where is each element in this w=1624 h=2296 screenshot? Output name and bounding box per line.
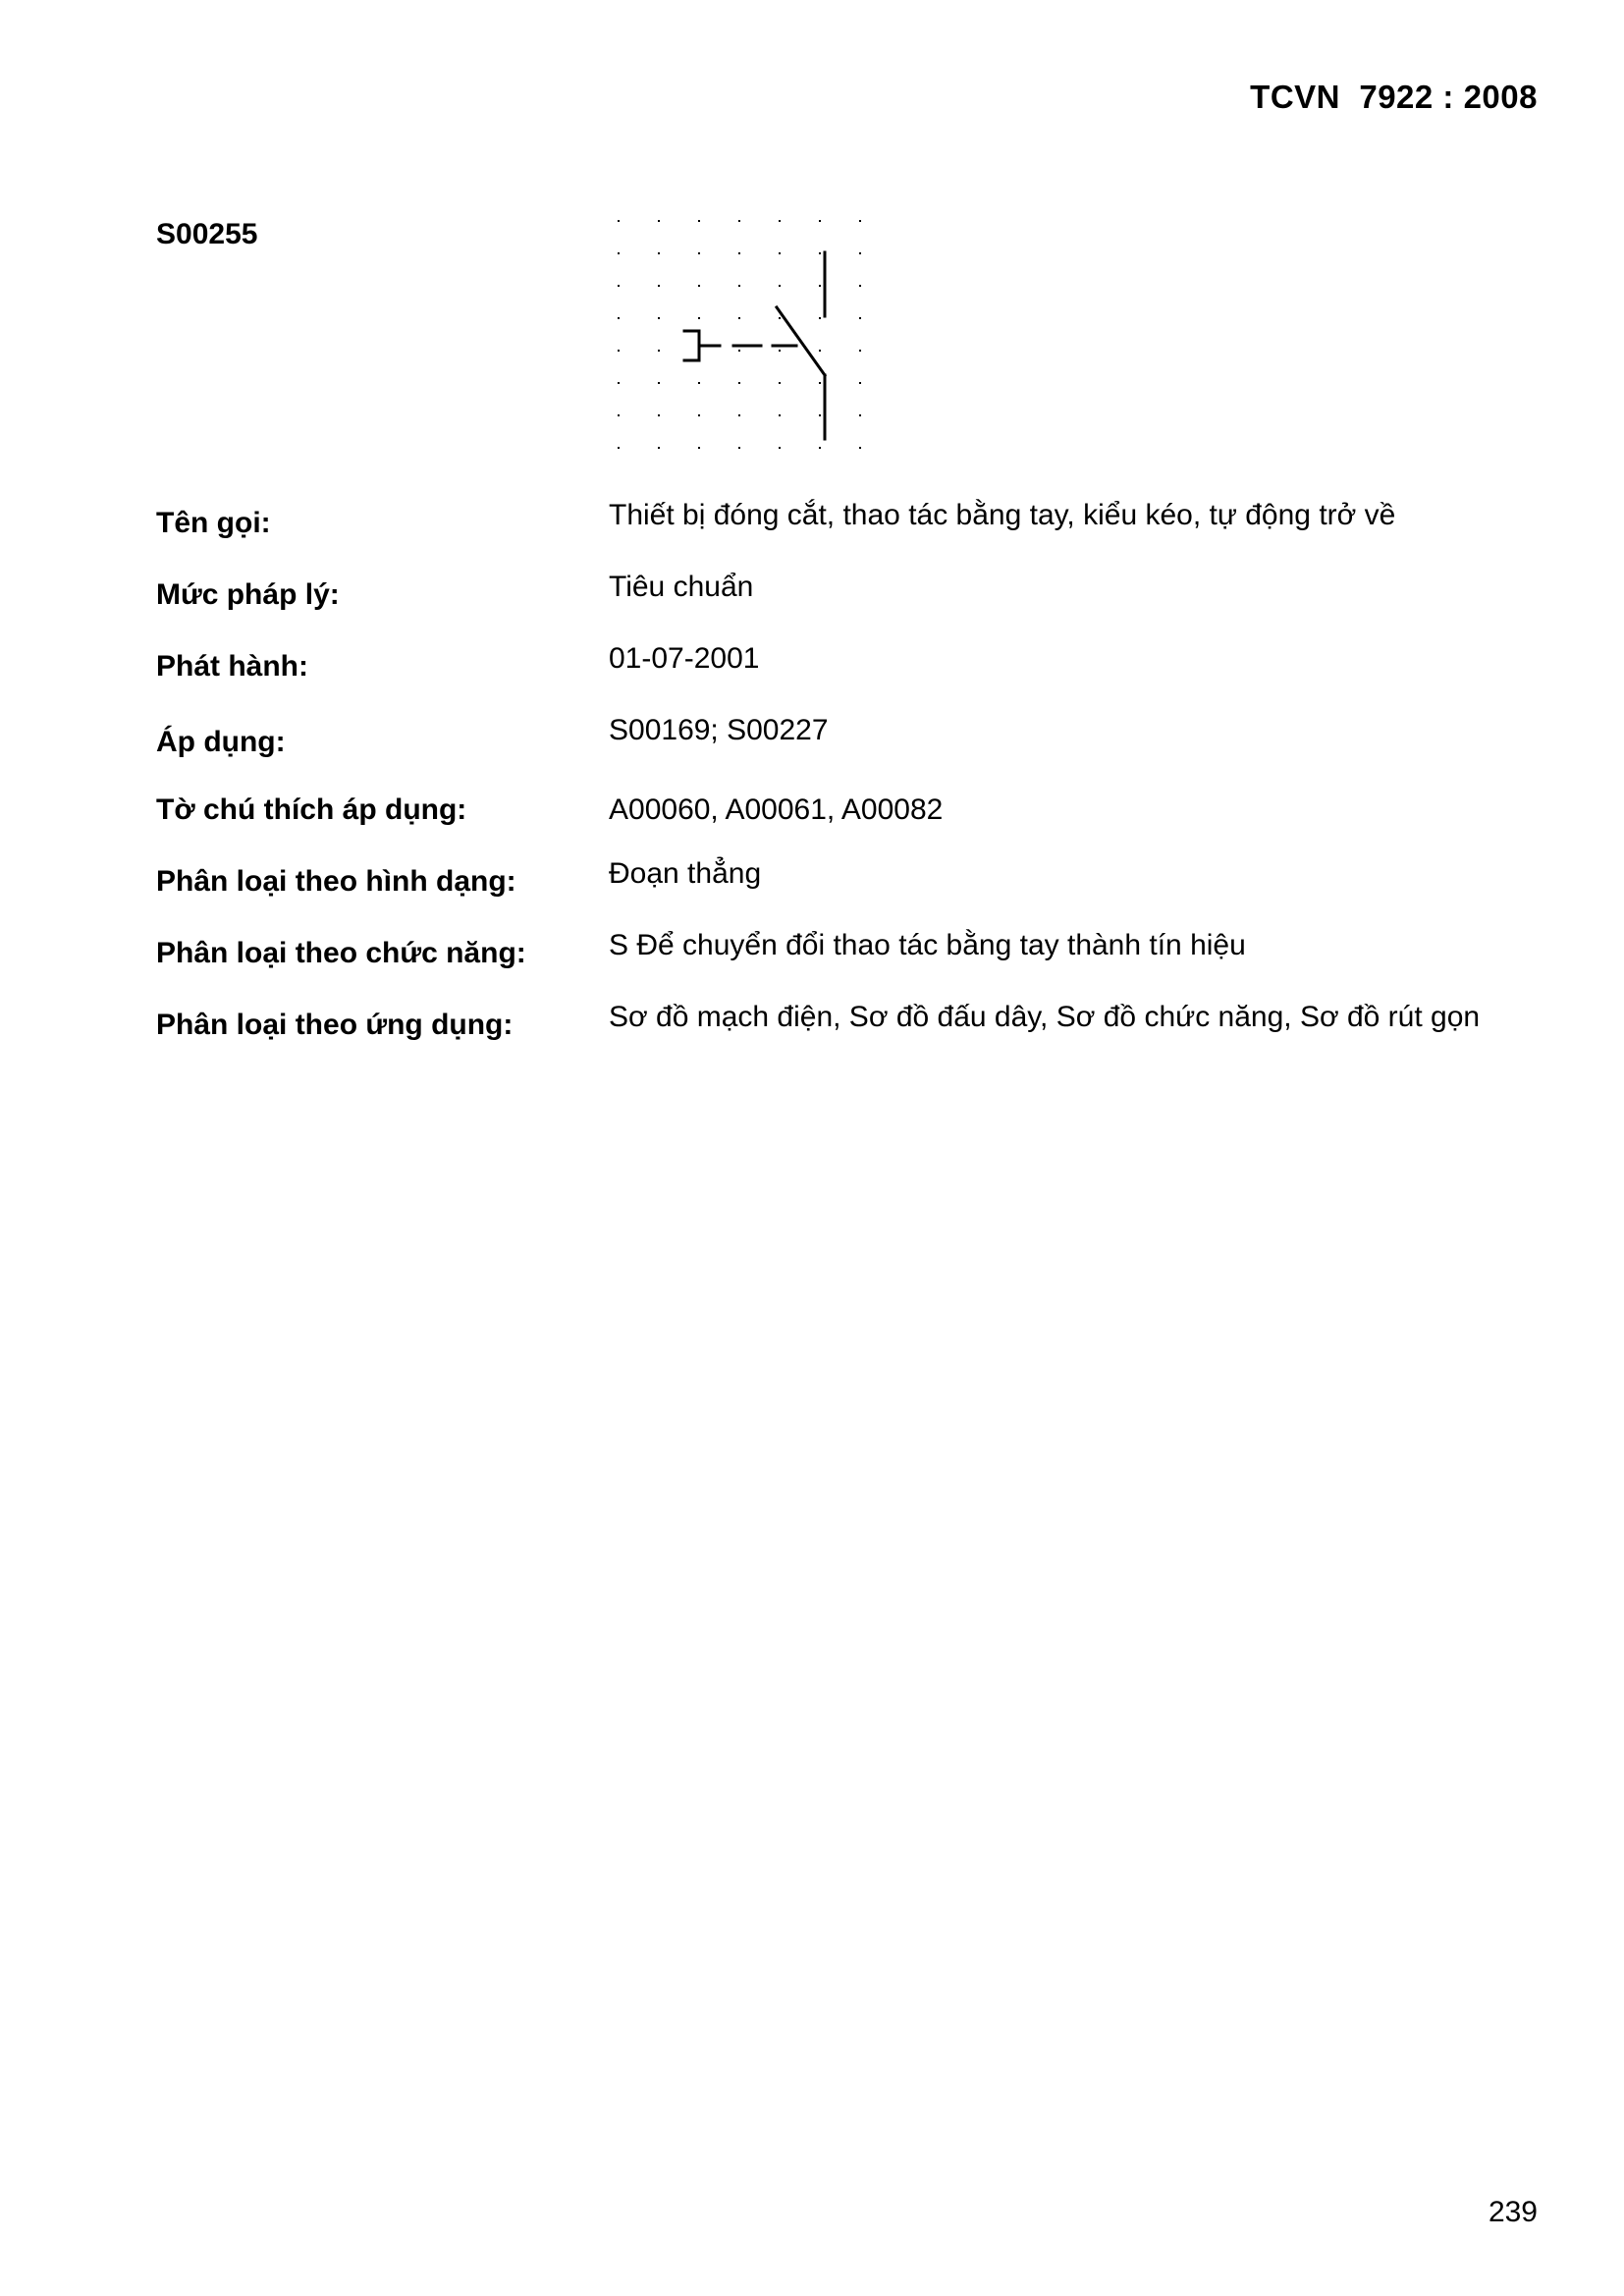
standard-header: TCVN 7922 : 2008: [1250, 79, 1538, 115]
switch-symbol: [684, 252, 825, 439]
grid-dot: [618, 382, 620, 384]
grid-dot: [859, 382, 861, 384]
grid-dot: [618, 414, 620, 416]
applies-value: S00169; S00227: [609, 714, 829, 746]
manual-pull-switch-self-return-icon: [604, 206, 879, 481]
grid-dot: [618, 317, 620, 319]
issued-label: Phát hành:: [156, 650, 308, 683]
grid-dot: [859, 447, 861, 449]
info-row-application-class: [156, 1001, 1531, 1072]
function-class-value: S Để chuyển đổi thao tác bằng tay thành tín hiệu: [609, 929, 1246, 961]
info-row-shape-class: [156, 857, 1531, 929]
grid-dot: [859, 414, 861, 416]
grid-dot: [698, 285, 700, 287]
grid-dot: [738, 350, 740, 352]
grid-dot: [819, 220, 821, 222]
grid-dot: [618, 285, 620, 287]
grid-dot: [819, 350, 821, 352]
grid-dot: [658, 285, 660, 287]
grid-dot: [698, 220, 700, 222]
grid-dot: [779, 350, 781, 352]
grid-dot: [698, 382, 700, 384]
grid-dot: [819, 414, 821, 416]
annotation-sheets-value: A00060, A00061, A00082: [609, 793, 944, 826]
grid-dot: [658, 317, 660, 319]
grid-dot: [779, 414, 781, 416]
grid-dot: [859, 220, 861, 222]
grid-dot: [658, 350, 660, 352]
grid-dot: [779, 252, 781, 254]
grid-dot: [658, 252, 660, 254]
grid-dot: [658, 414, 660, 416]
name-value: Thiết bị đóng cắt, thao tác bằng tay, kiểu kéo, tự động trở về: [609, 499, 1396, 531]
grid-dot: [859, 317, 861, 319]
shape-class-label: Phân loại theo hình dạng:: [156, 865, 516, 898]
grid-dot: [698, 447, 700, 449]
info-row-applies: [156, 714, 1531, 786]
info-row-issued: [156, 642, 1531, 714]
info-row-annotation-sheets: [156, 786, 1531, 857]
grid-dot: [859, 252, 861, 254]
grid-dot: [738, 317, 740, 319]
grid-dot: [779, 285, 781, 287]
issued-value: 01-07-2001: [609, 642, 760, 675]
grid-dot: [738, 414, 740, 416]
grid-dot: [698, 252, 700, 254]
grid-dot: [618, 252, 620, 254]
grid-dot: [819, 382, 821, 384]
grid-dot: [698, 414, 700, 416]
grid-dot: [819, 317, 821, 319]
grid-dot: [779, 317, 781, 319]
grid-dot: [779, 220, 781, 222]
grid-dot: [658, 382, 660, 384]
grid-dot: [738, 447, 740, 449]
info-row-name: [156, 499, 1531, 571]
grid-dot: [859, 285, 861, 287]
grid-dot: [779, 382, 781, 384]
grid-dot: [658, 220, 660, 222]
grid-dot: [819, 252, 821, 254]
applies-label: Áp dụng:: [156, 726, 286, 758]
grid-dot: [618, 350, 620, 352]
application-class-label: Phân loại theo ứng dụng:: [156, 1009, 514, 1041]
grid-dot: [738, 252, 740, 254]
grid-dot: [738, 285, 740, 287]
grid-dot: [779, 447, 781, 449]
legal-level-label: Mức pháp lý:: [156, 578, 340, 611]
application-class-value: Sơ đồ mạch điện, Sơ đồ đấu dây, Sơ đồ chức năng, Sơ đồ rút gọn: [609, 1001, 1481, 1033]
page-number: 239: [1488, 2196, 1538, 2228]
symbol-code: S00255: [156, 218, 258, 250]
grid-dots: [618, 220, 879, 449]
grid-dot: [819, 447, 821, 449]
shape-class-value: Đoạn thẳng: [609, 857, 762, 890]
grid-dot: [859, 350, 861, 352]
grid-dot: [738, 382, 740, 384]
grid-dot: [658, 447, 660, 449]
grid-dot: [618, 447, 620, 449]
grid-dot: [738, 220, 740, 222]
info-row-legal-level: [156, 571, 1531, 642]
function-class-label: Phân loại theo chức năng:: [156, 937, 526, 969]
grid-dot: [618, 220, 620, 222]
info-row-function-class: [156, 929, 1531, 1001]
symbol-info-table: [156, 499, 1531, 1072]
grid-dot: [698, 317, 700, 319]
legal-level-value: Tiêu chuẩn: [609, 571, 754, 603]
name-label: Tên gọi:: [156, 507, 271, 539]
grid-dot: [819, 285, 821, 287]
annotation-sheets-label: Tờ chú thích áp dụng:: [156, 793, 467, 826]
